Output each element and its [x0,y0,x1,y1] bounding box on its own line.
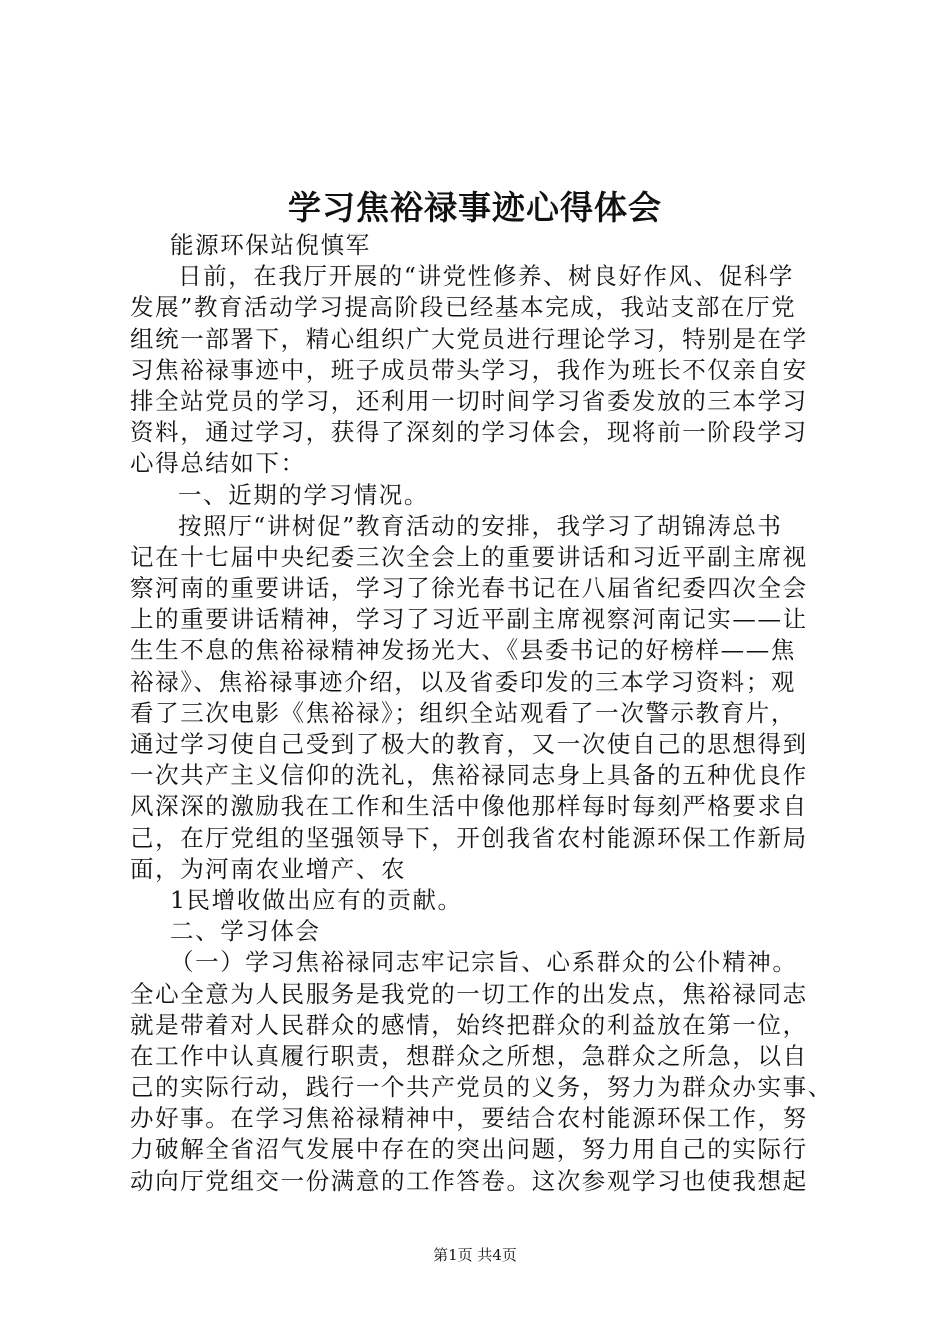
section-heading: 二、学习体会 [170,917,321,946]
paragraph-line: 习焦裕禄事迹中，班子成员带头学习，我作为班长不仅亲自安 [130,355,808,384]
paragraph-line: 己，在厅党组的坚强领导下，开创我省农村能源环保工作新局 [130,823,808,852]
paragraph-line: 面，为河南农业增产、农 [130,854,407,883]
document-body [130,230,833,1197]
paragraph-line: 发展”教育活动学习提高阶段已经基本完成，我站支部在厅党 [130,293,797,322]
page-number-footer: 第1页 共4页 [433,1246,517,1264]
paragraph-line: 排全站党员的学习，还利用一切时间学习省委发放的三本学习 [130,386,808,415]
document-title: 学习焦裕禄事迹心得体会 [288,188,662,227]
paragraph-line: 按照厅“讲树促”教育活动的安排，我学习了胡锦涛总书 [178,511,783,540]
paragraph-line: 全心全意为人民服务是我党的一切工作的出发点，焦裕禄同志 [130,979,808,1008]
paragraph-line: 看了三次电影《焦裕禄》；组织全站观看了一次警示教育片， [130,698,796,727]
paragraph-line: 资料，通过学习，获得了深刻的学习体会，现将前一阶段学习 [130,418,808,447]
paragraph-line: 生生不息的焦裕禄精神发扬光大、《县委书记的好榜样——焦 [130,636,796,665]
paragraph-line: 风深深的激励我在工作和生活中像他那样每时每刻严格要求自 [130,792,808,821]
paragraph-line: 裕禄》、焦裕禄事迹介绍，以及省委印发的三本学习资料；观 [130,667,796,696]
paragraph-line: 组统一部署下，精心组织广大党员进行理论学习，特别是在学 [130,324,808,353]
paragraph-line: 日前，在我厅开展的“讲党性修养、树良好作风、促科学 [178,262,795,291]
paragraph-line: 心得总结如下： [130,449,306,478]
subsection-heading: （一）学习焦裕禄同志牢记宗旨、心系群众的公仆精神。 [170,948,798,977]
paragraph-line: 在工作中认真履行职责，想群众之所想，急群众之所急，以自 [130,1041,808,1070]
paragraph-line: 己的实际行动，践行一个共产党员的义务，努力为群众办实事、 [130,1073,833,1102]
paragraph-line: 动向厅党组交一份满意的工作答卷。这次参观学习也使我想起 [130,1166,808,1195]
paragraph-line: 记在十七届中央纪委三次全会上的重要讲话和习近平副主席视 [130,542,808,571]
paragraph-line: 察河南的重要讲话，学习了徐光春书记在八届省纪委四次全会 [130,574,808,603]
paragraph-line: 上的重要讲话精神，学习了习近平副主席视察河南记实——让 [130,605,808,634]
paragraph-line: 就是带着对人民群众的感情，始终把群众的利益放在第一位， [130,1010,808,1039]
paragraph-line: 一次共产主义信仰的洗礼，焦裕禄同志身上具备的五种优良作 [130,761,808,790]
paragraph-line: 通过学习使自己受到了极大的教育，又一次使自己的思想得到 [130,730,808,758]
paragraph-line: 1民增收做出应有的贡献。 [170,885,463,914]
paragraph-line: 力破解全省沼气发展中存在的突出问题，努力用自己的实际行 [130,1135,808,1164]
author-line: 能源环保站倪慎军 [170,231,371,259]
section-heading: 一、近期的学习情况。 [178,480,429,509]
paragraph-line: 办好事。在学习焦裕禄精神中，要结合农村能源环保工作，努 [130,1104,808,1133]
